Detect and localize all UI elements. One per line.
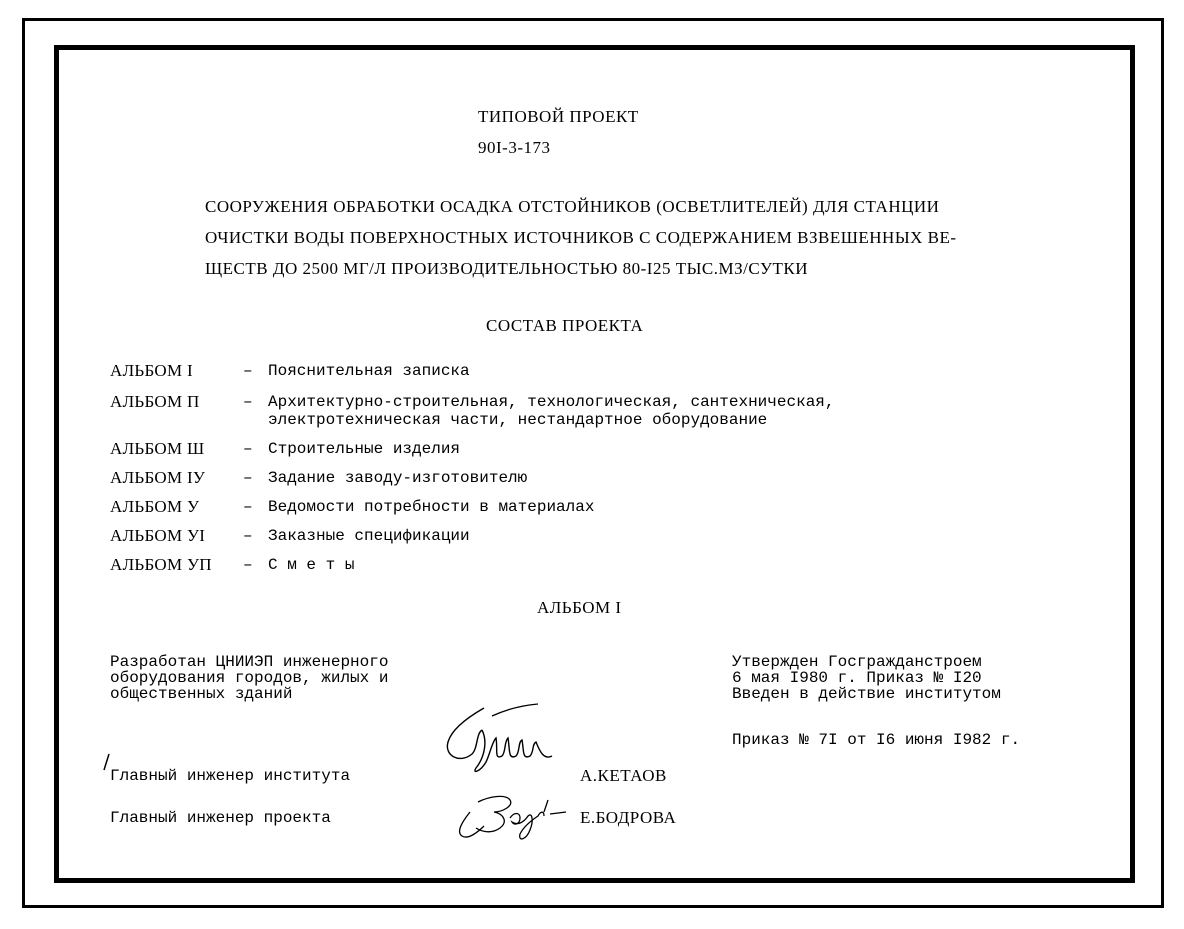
tick-mark (100, 752, 114, 774)
signatory-name: А.КЕТАОВ (580, 766, 667, 785)
album-label: АЛЬБОМ IУ (110, 468, 206, 487)
album-description: Заказные спецификации (268, 527, 470, 545)
album-description: электротехническая части, нестандартное оборудование (268, 411, 768, 429)
album-label: АЛЬБОМ УП (110, 555, 212, 574)
album-dash: – (243, 469, 253, 487)
album-description: Задание заводу-изготовителю (268, 469, 528, 487)
inner-frame (54, 45, 1135, 883)
album-dash: – (243, 393, 253, 411)
album-dash: – (243, 556, 253, 574)
album-description: Пояснительная записка (268, 362, 470, 380)
signature-bodrova (448, 782, 568, 848)
album-label: АЛЬБОМ I (110, 361, 193, 380)
approved-by-line: Введен в действие институтом (732, 685, 1001, 703)
album-dash: – (243, 440, 253, 458)
composition-heading: СОСТАВ ПРОЕКТА (486, 316, 644, 335)
album-label: АЛЬБОМ У (110, 497, 200, 516)
album-dash: – (243, 527, 253, 545)
order-line: Приказ № 7I от I6 июня I982 г. (732, 731, 1021, 749)
album-description: Строительные изделия (268, 440, 461, 458)
album-label: АЛЬБОМ Ш (110, 439, 205, 458)
album-description: Ведомости потребности в материалах (268, 498, 595, 516)
album-description: Архитектурно-строительная, технологическая, сантехническая, (268, 393, 835, 411)
project-type-label: ТИПОВОЙ ПРОЕКТ (478, 107, 639, 126)
current-album-label: АЛЬБОМ I (537, 598, 622, 617)
developed-by-line: общественных зданий (110, 685, 293, 703)
approved-by-line: 6 мая I980 г. Приказ № I20 (732, 669, 982, 687)
title-line: СООРУЖЕНИЯ ОБРАБОТКИ ОСАДКА ОТСТОЙНИКОВ (ОСВЕТЛИТЕЛЕЙ) ДЛЯ СТАНЦИИ (205, 197, 940, 216)
album-label: АЛЬБОМ П (110, 392, 200, 411)
signatory-role: Главный инженер института (110, 767, 351, 785)
approved-by-line: Утвержден Госгражданстроем (732, 653, 982, 671)
title-line: ОЧИСТКИ ВОДЫ ПОВЕРХНОСТНЫХ ИСТОЧНИКОВ С СОДЕРЖАНИЕМ ВЗВЕШЕННЫХ ВЕ- (205, 228, 957, 247)
developed-by-line: Разработан ЦНИИЭП инженерного (110, 653, 389, 671)
signature-ketaov (440, 698, 560, 778)
album-dash: – (243, 362, 253, 380)
album-label: АЛЬБОМ УI (110, 526, 206, 545)
album-description: С м е т ы (268, 556, 355, 574)
project-number: 90I-3-173 (478, 138, 551, 157)
album-dash: – (243, 498, 253, 516)
signatory-name: Е.БОДРОВА (580, 808, 677, 827)
developed-by-line: оборудования городов, жилых и (110, 669, 389, 687)
title-line: ЩЕСТВ ДО 2500 МГ/Л ПРОИЗВОДИТЕЛЬНОСТЬЮ 80-I25 ТЫС.МЗ/СУТКИ (205, 259, 808, 278)
signatory-role: Главный инженер проекта (110, 809, 331, 827)
